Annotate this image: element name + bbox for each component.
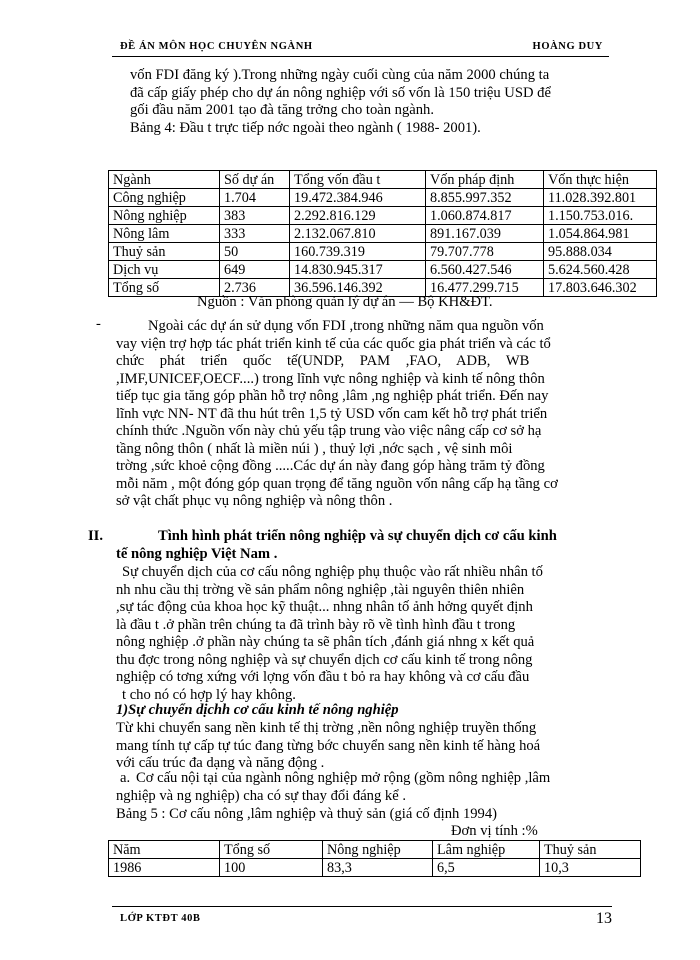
text-line: đã cấp giấy phép cho dự án nông nghiệp với số vốn là 150 triệu USD để	[130, 84, 551, 101]
table-cell: 5.624.560.428	[544, 261, 657, 279]
table-cell: 6.560.427.546	[426, 261, 544, 279]
intro-paragraph	[130, 67, 610, 137]
text-line: nh nhu cầu thị trờng về sản phẩm nông nghiệp ,tài nguyên thiên nhiên	[116, 581, 525, 598]
table-row	[109, 859, 641, 877]
page-footer	[112, 906, 612, 927]
header-cell: Tổng số	[220, 841, 323, 859]
header-cell: Thuỷ sản	[540, 841, 641, 859]
table-cell: 19.472.384.946	[290, 189, 426, 207]
header-cell: Số dự án	[220, 171, 290, 189]
table4-caption: Bảng 4: Đầu t trực tiếp nớc ngoài theo ngành ( 1988- 2001).	[130, 119, 481, 136]
table-cell: 14.830.945.317	[290, 261, 426, 279]
shift-paragraph	[116, 564, 611, 704]
text-line: vốn FDI đăng ký ).Trong những ngày cuối cùng của năm 2000 chúng ta	[130, 67, 550, 83]
table-cell: Dịch vụ	[109, 261, 220, 279]
table-cell: 1.054.864.981	[544, 225, 657, 243]
text-line: Cơ cấu nội tại của ngành nông nghiệp mở rộng (gồm nông nghiệp ,lâm	[136, 770, 551, 786]
table-cell: Nông nghiệp	[109, 207, 220, 225]
header-cell: Năm	[109, 841, 220, 859]
text-line: nghiệp và ng nghiệp) cha có sự thay đổi đáng kể .	[116, 787, 406, 804]
table-row	[109, 189, 657, 207]
text-line: chính thức .Nguồn vốn này chủ yếu tập trung vào việc nâng cấp cơ sở hạ	[116, 423, 542, 439]
text-line: với cấu trúc đa dạng và năng động .	[116, 755, 325, 771]
text-line: trờng ,sức khoẻ cộng đồng .....Các dự án này đang góp hàng trăm tỷ đồng	[116, 458, 545, 474]
section-title-line: tế nông nghiệp Việt Nam .	[116, 545, 278, 562]
table-cell: 10,3	[540, 859, 641, 877]
table-cell: 1.704	[220, 189, 290, 207]
text-line: là đầu t .ở phần trên chúng ta đã trình bày rõ về tình hình đầu t trong	[116, 616, 516, 633]
header-cell: Tổng vốn đầu t	[290, 171, 426, 189]
table-header-row	[109, 841, 641, 859]
text-line: tiếp tục gia tăng góp phần hỗ trợ nông ,lâm ,ng nghiệp phát triển. Đến nay	[116, 388, 549, 404]
section-title	[116, 528, 616, 563]
header-cell: Nông nghiệp	[323, 841, 433, 859]
table-cell: 1986	[109, 859, 220, 877]
section-number: II.	[88, 528, 104, 544]
table-cell: 17.803.646.302	[544, 279, 657, 297]
header-cell: Ngành	[109, 171, 220, 189]
table-cell: 333	[220, 225, 290, 243]
text-line: Sự chuyển dịch của cơ cấu nông nghiệp phụ thuộc vào rất nhiều nhân tố	[122, 564, 543, 580]
text-line: chức phát triển quốc tế(UNDP, PAM ,FAO, ADB, WB	[116, 353, 530, 369]
text-line: ,sự tác động của khoa học kỹ thuật... nhng nhân tố ảnh hởng quyết định	[116, 599, 533, 615]
table4-source: Nguồn : Văn phòng quản lý dự án — Bộ KH&ĐT.	[197, 294, 493, 310]
header-cell: Lâm nghiệp	[433, 841, 540, 859]
header-cell: Vốn thực hiện	[544, 171, 657, 189]
table5-structure	[108, 840, 641, 877]
header-author: HOÀNG DUY	[532, 41, 603, 52]
table-cell: Công nghiệp	[109, 189, 220, 207]
subheading-structural-shift: 1)Sự chuyển dịchh cơ cấu kinh tế nông nghiệp	[116, 702, 399, 718]
section-title-line: Tình hình phát triển nông nghiệp và sự chuyển dịch cơ cấu kinh	[158, 528, 557, 544]
table-cell: 383	[220, 207, 290, 225]
table-cell: 2.132.067.810	[290, 225, 426, 243]
table-cell: 2.292.816.129	[290, 207, 426, 225]
table-cell: 891.167.039	[426, 225, 544, 243]
text-line: tầng nông thôn ( nhất là miền núi ) , thuỷ lợi ,nớc sạch , vệ sinh môi	[116, 440, 513, 457]
table-cell: 36.596.146.392	[290, 279, 426, 297]
table5-unit: Đơn vị tính :%	[451, 823, 538, 839]
footer-class-label: LỚP KTĐT 40B	[120, 913, 201, 924]
table-cell: 2.736	[220, 279, 290, 297]
text-line: gối đầu năm 2001 tạo đà tăng trởng cho toàn ngành.	[130, 102, 434, 118]
text-line: mang tính tự cấp tự túc đang từng bớc chuyển sang nền kinh tế hàng hoá	[116, 737, 541, 754]
table-cell: Tổng số	[109, 279, 220, 297]
text-line: lĩnh vực NN- NT đã thu hút trên 1,5 tỷ USD vốn cam kết hỗ trợ phát triển	[116, 405, 548, 422]
table-cell: 160.739.319	[290, 243, 426, 261]
table-row	[109, 225, 657, 243]
text-line: nghiệp có tơng xứng với lợng vốn đầu t bỏ ra hay không và cơ cấu đầu	[116, 669, 530, 685]
bullet-dash: -	[96, 316, 101, 332]
item-marker: a.	[120, 770, 131, 786]
text-line: t cho nó có hợp lý hay không.	[122, 686, 296, 703]
page-header	[112, 38, 609, 57]
header-cell: Vốn pháp định	[426, 171, 544, 189]
text-line: nông nghiệp .ở phần này chúng ta sẽ phân tích ,đánh giá nhng x kết quả	[116, 634, 535, 650]
text-line: vay viện trợ hợp tác phát triển kinh tế của các quốc gia phát triển và các tổ	[116, 335, 551, 352]
table-cell: Thuỷ sản	[109, 243, 220, 261]
page-number: 13	[596, 910, 612, 927]
text-line: mỗi năm , một đóng góp quan trọng để tăng nguồn vốn nâng cấp hạ tầng cơ	[116, 475, 558, 492]
item-a-text	[116, 770, 611, 805]
text-line: Từ khi chuyển sang nền kinh tế thị trờng ,nền nông nghiệp truyền thống	[116, 720, 537, 736]
table-row	[109, 243, 657, 261]
table-cell: 649	[220, 261, 290, 279]
text-line: ,IMF,UNICEF,OECF....) trong lĩnh vực nông nghiệp và kinh tế nông thôn	[116, 370, 545, 387]
header-left-title: ĐỀ ÁN MÔN HỌC CHUYÊN NGÀNH	[120, 41, 313, 52]
text-line: thu đợc trong nông nghiệp và sự chuyển dịch cơ cấu kinh tế trong nông	[116, 651, 533, 668]
table-cell: 6,5	[433, 859, 540, 877]
market-paragraph	[116, 720, 611, 773]
table-cell: 95.888.034	[544, 243, 657, 261]
table5-caption: Bảng 5 : Cơ cấu nông ,lâm nghiệp và thuỷ sản (giá cố định 1994)	[116, 806, 498, 822]
table-row	[109, 207, 657, 225]
table-cell: 100	[220, 859, 323, 877]
text-line: sở vật chất phục vụ nông nghiệp và nông thôn .	[116, 493, 393, 509]
table-cell: 11.028.392.801	[544, 189, 657, 207]
table-cell: Nông lâm	[109, 225, 220, 243]
table-row	[109, 261, 657, 279]
table-header-row	[109, 171, 657, 189]
table-cell: 83,3	[323, 859, 433, 877]
table-cell: 50	[220, 243, 290, 261]
oda-paragraph	[116, 318, 611, 511]
text-line: Ngoài các dự án sử dụng vốn FDI ,trong những năm qua nguồn vốn	[148, 318, 544, 334]
table-cell: 8.855.997.352	[426, 189, 544, 207]
table-cell: 79.707.778	[426, 243, 544, 261]
table-cell: 1.060.874.817	[426, 207, 544, 225]
table-cell: 16.477.299.715	[426, 279, 544, 297]
table-cell: 1.150.753.016.	[544, 207, 657, 225]
table4-fdi-by-sector	[108, 170, 657, 297]
